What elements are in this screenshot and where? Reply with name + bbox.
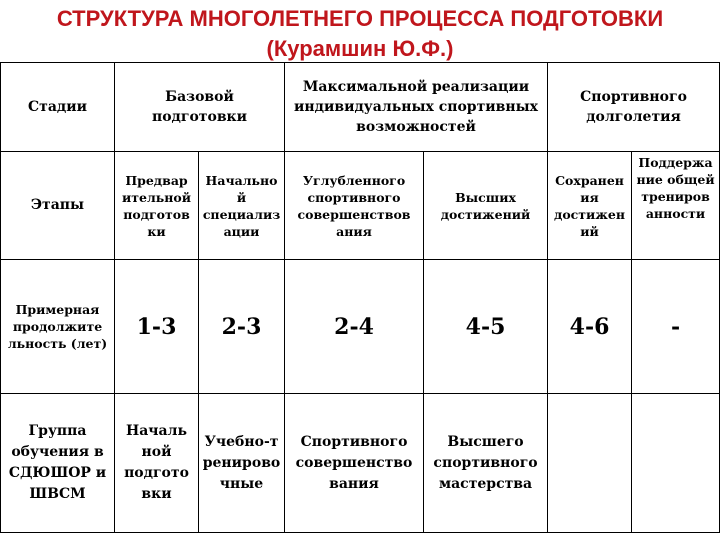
- title-line-1: СТРУКТУРА МНОГОЛЕТНЕГО ПРОЦЕССА ПОДГОТОВКИ: [56, 6, 664, 31]
- title-line-2: (Курамшин Ю.Ф.): [266, 36, 454, 61]
- duration-cell: 2-3: [199, 260, 285, 394]
- group-cell: Учебно-т ренирово чные: [199, 394, 285, 533]
- duration-cell: 4-5: [424, 260, 548, 394]
- group-cell-empty: [632, 394, 720, 533]
- stage-max-realization: Максимальной реализации индивидуальных спортивных возможностей: [285, 63, 548, 152]
- table-row-stages: [1, 63, 720, 152]
- row-label-phases: Этапы: [1, 152, 115, 260]
- row-label-stages: Стадии: [1, 63, 115, 152]
- table-row-duration: [1, 260, 720, 394]
- phase-cell: Высших достижений: [424, 152, 548, 260]
- phase-cell: Углубленного спортивного совершенствов ания: [285, 152, 424, 260]
- stage-longevity: Спортивного долголетия: [548, 63, 720, 152]
- group-cell-empty: [548, 394, 632, 533]
- row-label-groups: Группа обучения в СДЮШОР и ШВСМ: [1, 394, 115, 533]
- table-row-groups: [1, 394, 720, 533]
- structure-table: [0, 62, 720, 533]
- slide-title: [0, 4, 720, 64]
- stage-basic: Базовой подготовки: [115, 63, 285, 152]
- phase-cell: Сохранен ия достижен ий: [548, 152, 632, 260]
- duration-cell: -: [632, 260, 720, 394]
- group-cell: Началь ной подгото вки: [115, 394, 199, 533]
- row-label-duration: Примерная продолжите льность (лет): [1, 260, 115, 394]
- phase-cell: Начально й специализ ации: [199, 152, 285, 260]
- duration-cell: 4-6: [548, 260, 632, 394]
- group-cell: Спортивного совершенство вания: [285, 394, 424, 533]
- group-cell: Высшего спортивного мастерства: [424, 394, 548, 533]
- phase-cell: Предвар ительной подготов ки: [115, 152, 199, 260]
- phase-cell: Поддержа ние общей трениров анности: [632, 152, 720, 260]
- table-row-phases: [1, 152, 720, 260]
- duration-cell: 2-4: [285, 260, 424, 394]
- duration-cell: 1-3: [115, 260, 199, 394]
